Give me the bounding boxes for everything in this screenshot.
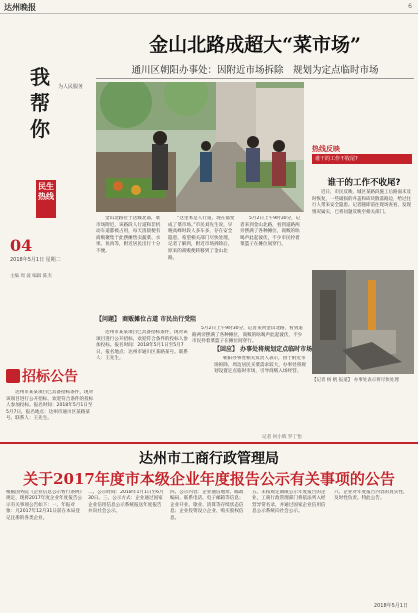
notice-icon — [6, 369, 20, 383]
article-column-4: 5月2日上午9时30分，记者来到金山北路，看到道路两旁摆满了各种摊位，商贩的吆喝声此起彼伏，不少市民拎着菜篮子在摊位间穿行。 — [192, 326, 303, 345]
article-column-2: “这里本是人行道，现在都变成了菜市场。”市民刘先生说，早晚高峰时段人多车多，存在安全隐患，希望相关部门尽快处理。记者了解到，附近市场拆除后，原来的商贩便转移到了金山北路。 — [168, 216, 235, 261]
notice-title — [6, 366, 90, 386]
article-column-5: 朝阳办事处相关负责人表示，由于附近市场拆除，周边居民买菜需求较大，办事处将规划设置定点临时市场，引导商贩入场经营。 — [214, 356, 306, 375]
masthead: 达州晚报 — [4, 2, 36, 12]
bottom-agency-title: 达州市工商行政管理局 — [139, 451, 279, 467]
column-title: 我帮你 — [30, 65, 50, 141]
bottom-date: 2018年5月1日 — [373, 603, 408, 609]
right-photo-caption: 【记者 杨 帆 报道】 办事处表示将尽快处理 — [312, 378, 399, 383]
notice-body: 达州市某某项目已具备招标条件，现对该项目进行公开招标，欢迎符合条件的投标人参加投标。报名时间：2018年5月1日至5月7日，报名地点：达州市通川区某路某号。联系人：王先生。 — [6, 390, 94, 422]
advertisement-box — [96, 330, 188, 430]
main-headline: 金山北路成超大“菜市场” — [149, 34, 361, 56]
bottom-announcement-title: 关于2017年度市本级企业年度报告公示有关事项的公告 — [23, 470, 395, 488]
right-article-body: 近日，市民反映，城区某路段施工后路面未及时恢复，一些破损的井盖和砖块散落路边，给过往行人带来安全隐患。记者随即前往现场查看，发现情况属实，已将问题反映至相关部门。 — [312, 190, 411, 215]
page-number: 6 — [408, 3, 412, 10]
bottom-rule — [0, 442, 418, 444]
street-market-image — [96, 82, 304, 212]
headline-rule — [96, 78, 414, 79]
broken-road-image — [312, 270, 414, 374]
top-bar — [0, 0, 418, 14]
bottom-column-2: 二、公示时间：2018年1月1日至6月30日。三、公示方式：企业通过国家企业信用信息公示系统报送年度报告并向社会公示。 — [88, 490, 164, 515]
column-tag: 为人民服务 — [58, 84, 84, 90]
hotline-subtitle: 谁干的工作不收尾? — [312, 154, 412, 164]
column-red-label: 民生热线 — [36, 180, 56, 218]
hotline-tag: 热线反映 — [312, 145, 340, 153]
sub-headline: 通川区朝阳办事处：因附近市场拆除 规划为定点临时市场 — [131, 65, 379, 76]
street-market-photo — [96, 82, 304, 212]
notice-title-text: 招标公告 — [22, 369, 78, 385]
bottom-column-5: 六、企业对年度报告内容的真实性、及时性负责。特此公告。 — [334, 490, 408, 502]
article-column-1: 金山北路位于达城北部，菜市场附近，该路段人行道和非机动车道都被占用，每天清晨便有商贩聚集于此摆摊售卖蔬菜、水果、鱼肉等，附近居民出行十分不便。 — [96, 216, 161, 254]
section-heading-response: 【回应】 办事处将规划定点临时市场 — [214, 346, 313, 353]
bottom-column-1: 根据国务院《企业信息公示暂行条例》规定，现将2017年度企业年度报告公示有关事项公告如下：一、年报对象：凡2017年12月31日前在本局登记注册的各类企业。 — [6, 490, 82, 521]
issue-number: 04 — [10, 236, 33, 255]
article-byline: 记者 何小辉 罗丁怡 — [262, 435, 302, 440]
broken-road-photo — [312, 270, 414, 374]
left-column — [0, 14, 94, 364]
article-column-3: 5月2日上午9时30分，记者来到金山北路，看到道路两旁摆满了各种摊位，商贩的吆喝声此起彼伏，不少市民拎着菜篮子在摊位间穿行。 — [240, 216, 301, 248]
bottom-column-4: 五、未按规定期限公示年度报告的企业，工商行政管理部门将依法列入经营异常名录，并通过国家企业信用信息公示系统向社会公示。 — [252, 490, 326, 515]
ad-text: 达州市某某项目已具备招标条件，现对该项目进行公开招标，欢迎符合条件的投标人参加投标。报名时间：2018年5月1日至5月7日，报名地点：达州市通川区某路某号。联系人：王先生。 — [96, 330, 188, 362]
section-heading-problem: 【问题】 商贩摊位占道 市民出行受阻 — [96, 316, 197, 323]
right-headline: 谁干的工作不收尾? — [327, 178, 401, 188]
bottom-column-3: 四、公示内容：企业通信地址、邮政编码、联系电话、电子邮箱等信息；企业开业、歇业、清算等存续状态信息；企业投资设立企业、购买股权信息。 — [170, 490, 244, 521]
editor-credits: 主编 周 波 编辑 陈杰 — [10, 274, 52, 279]
issue-date: 2018年5月1日 星期二 — [10, 257, 61, 263]
